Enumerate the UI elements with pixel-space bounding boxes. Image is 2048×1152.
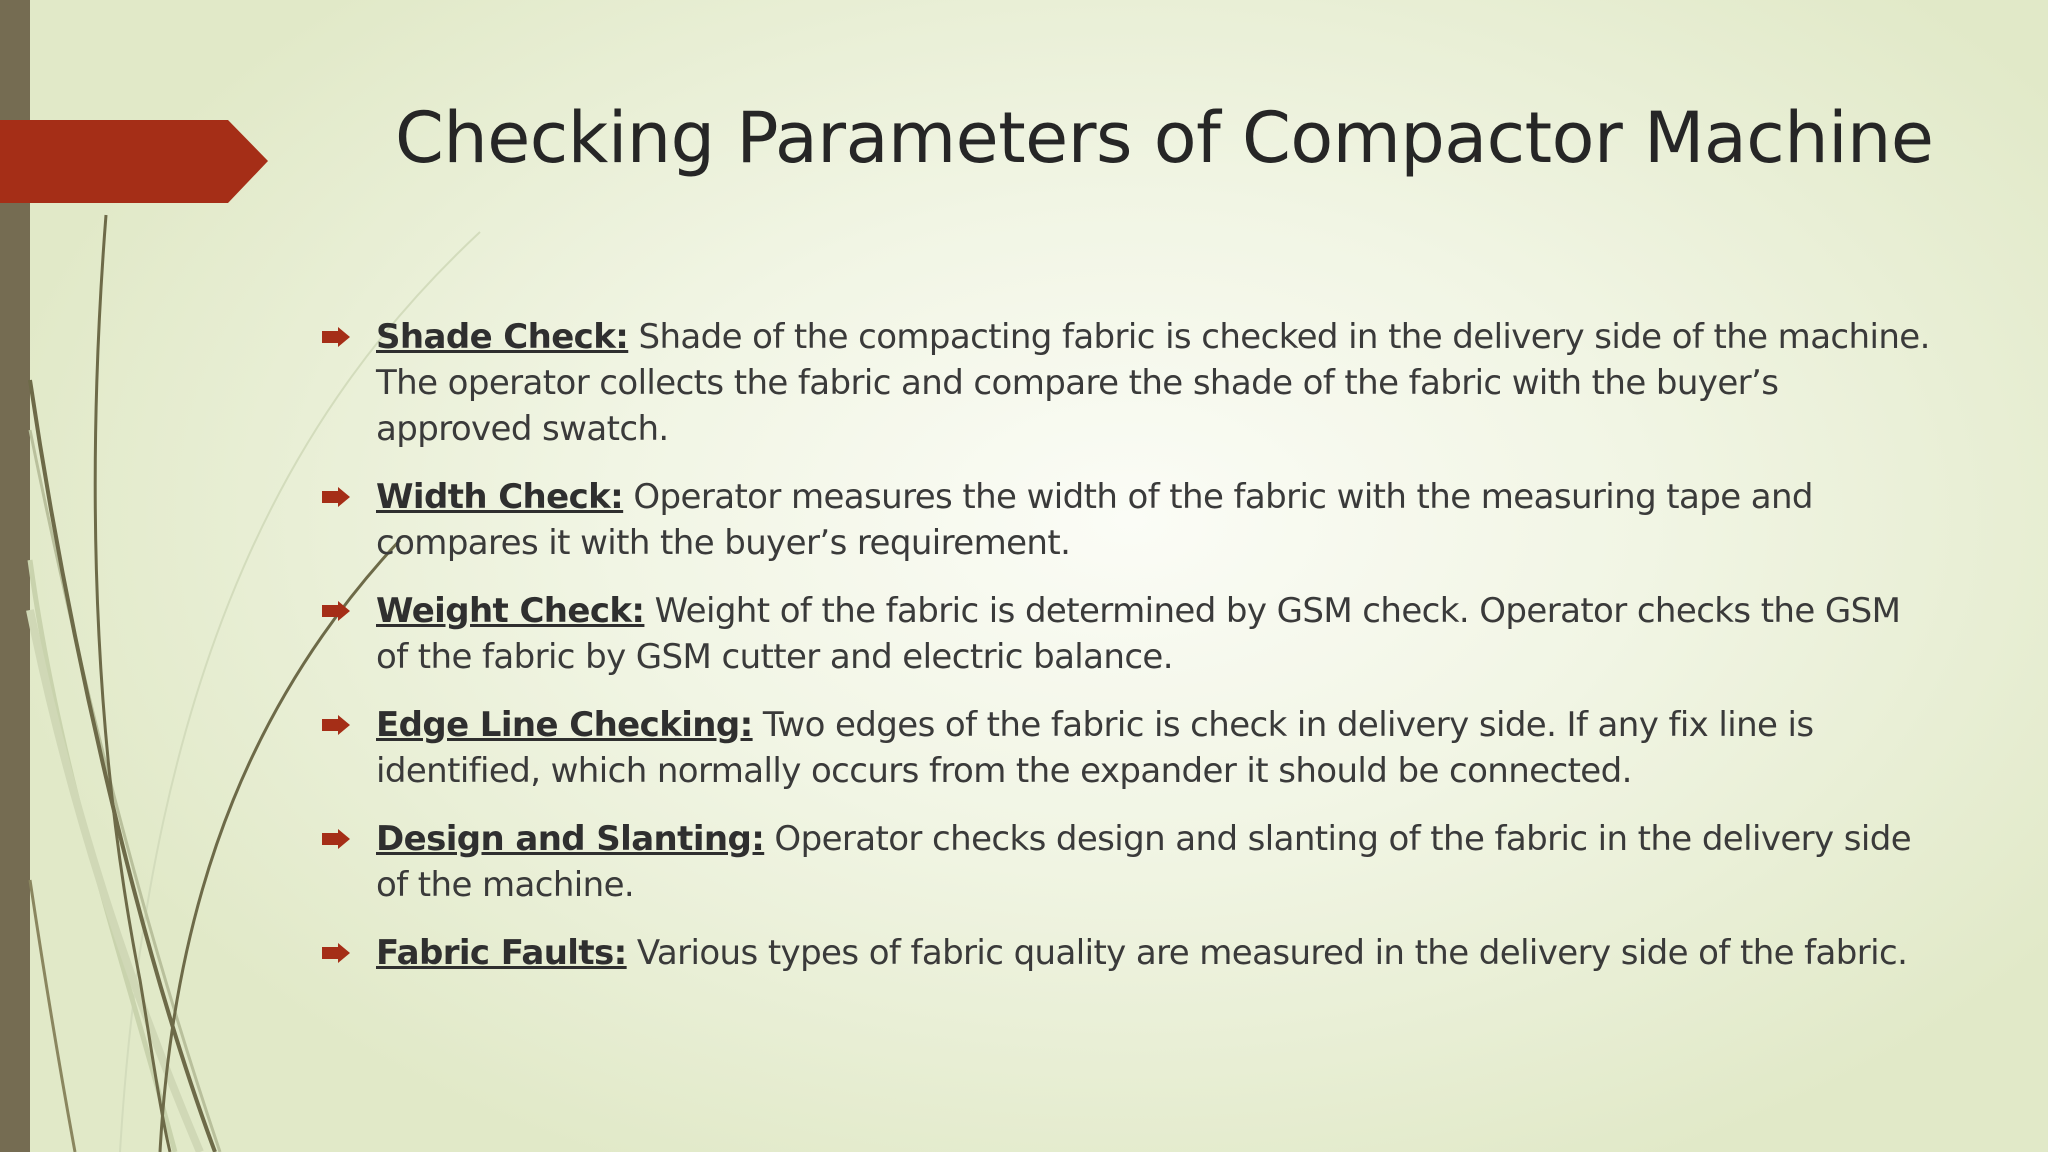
decorative-curve [30, 610, 200, 1152]
bullet-text: Shade of the compacting fabric is checked in the delivery side of the machine. The operator collects the fabric and compare the shade of the fabric with the buyer’s approved swatch. [376, 317, 1930, 449]
bullet-arrow-icon [322, 327, 350, 347]
bullet-arrow-icon [322, 829, 350, 849]
bullet-item [318, 702, 1938, 794]
decorative-curve [30, 430, 220, 1152]
bullet-text: Various types of fabric quality are measured in the delivery side of the fabric. [626, 933, 1908, 973]
bullet-arrow-icon [322, 715, 350, 735]
bullet-text: Two edges of the fabric is check in delivery side. If any fix line is identified, which normally occurs from the expander it should be connected. [376, 705, 1814, 791]
bullet-item [318, 816, 1938, 908]
bullet-item [318, 930, 1938, 976]
decorative-curve [30, 380, 215, 1152]
bullet-arrow-icon [322, 943, 350, 963]
title-arrow-banner [0, 120, 268, 203]
bullet-term: Width Check: [376, 477, 624, 517]
decorative-curve [30, 880, 75, 1152]
bullet-item [318, 588, 1938, 680]
bullet-term: Weight Check: [376, 591, 645, 631]
bullet-list [318, 314, 1938, 998]
bullet-term: Shade Check: [376, 317, 629, 357]
bullet-item [318, 314, 1938, 452]
bullet-item [318, 474, 1938, 566]
bullet-text: Weight of the fabric is determined by GSM check. Operator checks the GSM of the fabric by GSM cutter and electric balance. [376, 591, 1901, 677]
bullet-term: Edge Line Checking: [376, 705, 753, 745]
slide-title: Checking Parameters of Compactor Machine [395, 97, 1934, 179]
bullet-text: Operator measures the width of the fabric with the measuring tape and compares it with the buyer’s requirement. [376, 477, 1813, 563]
bullet-arrow-icon [322, 487, 350, 507]
bullet-term: Design and Slanting: [376, 819, 765, 859]
bullet-term: Fabric Faults: [376, 933, 627, 973]
bullet-arrow-icon [322, 601, 350, 621]
bullet-text: Operator checks design and slanting of the fabric in the delivery side of the machine. [376, 819, 1912, 905]
